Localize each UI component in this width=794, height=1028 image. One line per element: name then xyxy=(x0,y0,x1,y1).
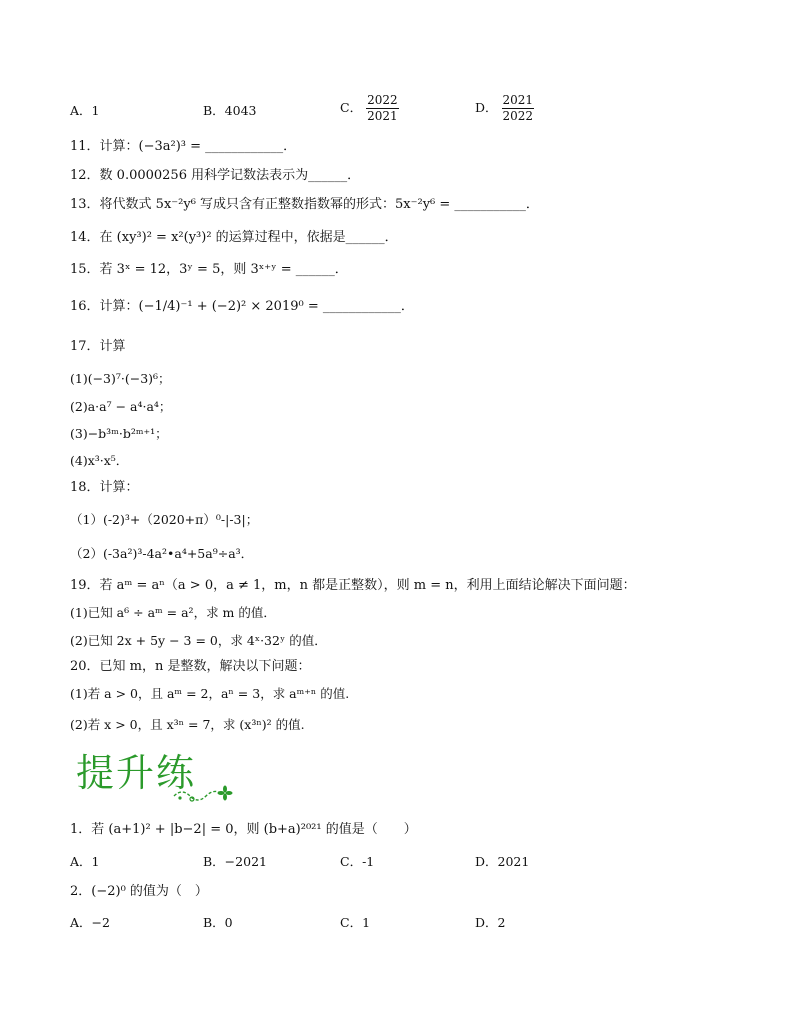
question-18-part-2: （2）(-3a²)³-4a²•a⁴+5a⁹÷a³． xyxy=(70,546,254,561)
question-19: 19．若 aᵐ = aⁿ（a > 0，a ≠ 1，m，n 都是正整数），则 m = n，利用上面结论解决下面问题： xyxy=(70,578,636,593)
question-17-part-2: (2)a·a⁷ − a⁴·a⁴； xyxy=(70,399,172,414)
q10-option-d xyxy=(475,93,534,124)
q10-option-c-label: C． xyxy=(340,100,363,115)
practice-2-option-a: A．−2 xyxy=(70,915,110,930)
vine-decoration-icon xyxy=(170,784,234,804)
question-16: 16．计算：(−1/4)⁻¹ + (−2)² × 2019⁰ = ____________． xyxy=(70,299,414,314)
question-20-part-2: (2)若 x > 0，且 x³ⁿ = 7，求 (x³ⁿ)² 的值. xyxy=(70,717,305,732)
question-14: 14．在 (xy³)² = x²(y³)² 的运算过程中，依据是______． xyxy=(70,230,398,245)
practice-question-2: 2．(−2)⁰ 的值为（ ） xyxy=(70,884,208,899)
practice-question-1: 1．若 (a+1)² + |b−2| = 0，则 (b+a)²⁰²¹ 的值是（ ） xyxy=(70,822,417,837)
practice-1-option-b: B．−2021 xyxy=(203,854,267,869)
q10-option-c xyxy=(340,93,399,124)
question-15: 15．若 3ˣ = 12，3ʸ = 5，则 3ˣ⁺ʸ = ______． xyxy=(70,262,348,277)
practice-1-option-c: C．-1 xyxy=(340,854,375,869)
q10-option-a: A．1 xyxy=(70,103,100,118)
practice-1-option-d: D．2021 xyxy=(475,854,530,869)
question-18-part-1: （1）(-2)³+（2020+π）⁰-|-3|； xyxy=(70,512,259,527)
practice-1-option-a: A．1 xyxy=(70,854,100,869)
question-17-part-4: (4)x³·x⁵． xyxy=(70,453,129,468)
q10-option-b: B．4043 xyxy=(203,103,257,118)
question-19-part-2: (2)已知 2x + 5y − 3 = 0，求 4ˣ·32ʸ 的值． xyxy=(70,633,327,648)
q10-option-d-fraction xyxy=(502,93,535,124)
question-12: 12．数 0.0000256 用科学记数法表示为______． xyxy=(70,168,361,183)
q10-option-c-fraction xyxy=(366,93,399,124)
fraction-denominator: 2022 xyxy=(502,109,534,123)
section-heading: 提升练 xyxy=(76,751,197,795)
question-13: 13．将代数式 5x⁻²y⁶ 写成只含有正整数指数幂的形式：5x⁻²y⁶ = ___________． xyxy=(70,197,539,212)
practice-2-option-b: B．0 xyxy=(203,915,233,930)
question-20: 20．已知 m，n 是整数，解决以下问题： xyxy=(70,659,311,674)
question-20-part-1: (1)若 a > 0，且 aᵐ = 2，aⁿ = 3，求 aᵐ⁺ⁿ 的值. xyxy=(70,686,350,701)
question-19-part-1: (1)已知 a⁶ ÷ aᵐ = a²，求 m 的值． xyxy=(70,605,276,620)
fraction-numerator: 2021 xyxy=(502,93,534,107)
question-17-part-1: (1)(−3)⁷·(−3)⁶； xyxy=(70,371,171,386)
question-17: 17．计算 xyxy=(70,339,126,354)
question-17-part-3: (3)−b³ᵐ·b²ᵐ⁺¹； xyxy=(70,426,168,441)
question-18: 18．计算： xyxy=(70,480,139,495)
practice-2-option-c: C．1 xyxy=(340,915,371,930)
question-11: 11．计算：(−3a²)³ = ____________． xyxy=(70,139,297,154)
q10-option-d-label: D． xyxy=(475,100,498,115)
fraction-denominator: 2021 xyxy=(367,109,398,123)
practice-2-option-d: D．2 xyxy=(475,915,506,930)
fraction-numerator: 2022 xyxy=(367,93,398,107)
